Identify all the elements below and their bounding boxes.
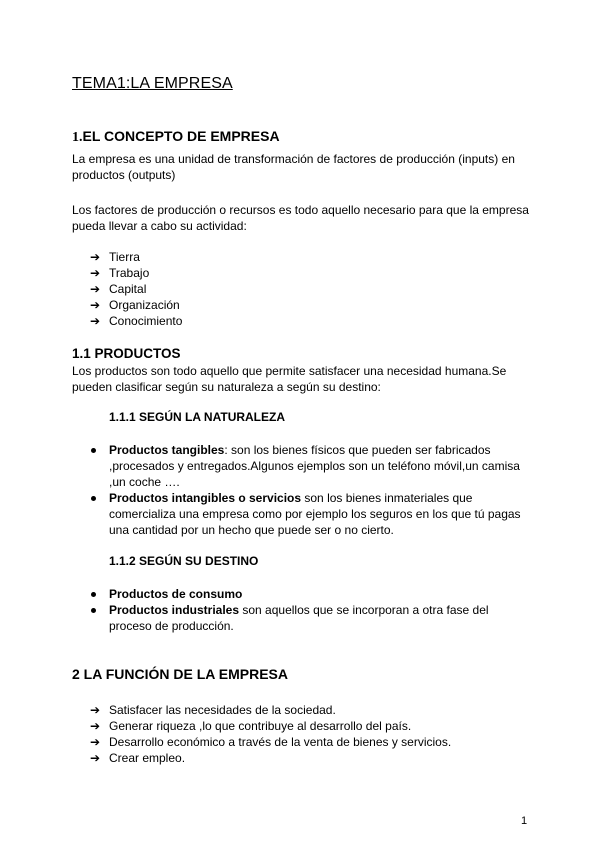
page-number: 1 bbox=[521, 815, 528, 827]
list-item bbox=[90, 702, 451, 718]
section-1-paragraph-2: Los factores de producción o recursos es todo aquello necesario para que la empresa pueda llevar a cabo su actividad: bbox=[72, 203, 529, 233]
arrow-icon: ➔ bbox=[90, 735, 101, 749]
section-1-1-paragraph: Los productos son todo aquello que permite satisfacer una necesidad humana.Se pueden clasificar según su naturaleza a según su destino: bbox=[72, 364, 507, 394]
item-term: Productos de consumo bbox=[109, 587, 243, 601]
arrow-icon: ➔ bbox=[90, 751, 101, 765]
function-label: Crear empleo. bbox=[109, 751, 186, 765]
factor-label: Trabajo bbox=[109, 266, 150, 280]
factor-label: Capital bbox=[109, 282, 147, 296]
section-1-1-2-heading: 1.1.2 SEGÚN SU DESTINO bbox=[109, 554, 259, 568]
factor-label: Conocimiento bbox=[109, 314, 183, 328]
section-2-heading: 2 LA FUNCIÓN DE LA EMPRESA bbox=[72, 666, 288, 682]
factor-label: Organización bbox=[109, 298, 180, 312]
arrow-icon: ➔ bbox=[90, 719, 101, 733]
section-1-heading-text: EL CONCEPTO DE EMPRESA bbox=[82, 128, 280, 144]
list-item bbox=[90, 750, 451, 766]
item-description: : son los bienes físicos que pueden ser fabricados ,procesados y entregados.Algunos ejemplos son un teléfono móvil,un camisa ,un coche …. bbox=[109, 443, 520, 489]
list-item bbox=[90, 718, 451, 734]
list-item bbox=[90, 586, 530, 602]
list-item bbox=[90, 313, 182, 329]
arrow-icon: ➔ bbox=[90, 298, 101, 312]
function-label: Satisfacer las necesidades de la sociedad. bbox=[109, 703, 336, 717]
bullet-icon bbox=[91, 592, 96, 597]
list-item bbox=[90, 602, 530, 634]
item-description: son los bienes inmateriales que comercializa una empresa como por ejemplo los seguros en los que tú pagas una cantidad por un hecho que puede ser o no cierto. bbox=[109, 491, 521, 537]
section-1-number: 1. bbox=[72, 130, 83, 145]
section-1-1-1-heading: 1.1.1 SEGÚN LA NATURALEZA bbox=[109, 410, 286, 424]
list-item bbox=[90, 265, 182, 281]
arrow-icon: ➔ bbox=[90, 314, 101, 328]
arrow-icon: ➔ bbox=[90, 250, 101, 264]
item-term: Productos intangibles o servicios bbox=[109, 491, 302, 505]
bullet-icon bbox=[91, 496, 96, 501]
arrow-icon: ➔ bbox=[90, 282, 101, 296]
list-item bbox=[90, 734, 451, 750]
section-1-paragraph-1: La empresa es una unidad de transformación de factores de producción (inputs) en productos (outputs) bbox=[72, 152, 515, 182]
bullet-icon bbox=[91, 608, 96, 613]
section-1-1-heading: 1.1 PRODUCTOS bbox=[72, 346, 181, 361]
document-title: TEMA1:LA EMPRESA bbox=[72, 75, 233, 92]
section-1-heading bbox=[72, 128, 280, 146]
item-description: son aquellos que se incorporan a otra fase del proceso de producción. bbox=[109, 603, 489, 633]
funcion-list bbox=[90, 702, 451, 766]
list-item bbox=[90, 281, 182, 297]
destino-list bbox=[90, 586, 530, 634]
list-item bbox=[90, 297, 182, 313]
list-item bbox=[90, 249, 182, 265]
list-item bbox=[90, 490, 530, 538]
arrow-icon: ➔ bbox=[90, 266, 101, 280]
item-term: Productos industriales bbox=[109, 603, 240, 617]
item-term: Productos tangibles bbox=[109, 443, 225, 457]
naturaleza-list bbox=[90, 442, 530, 538]
factor-label: Tierra bbox=[109, 250, 140, 264]
factors-list bbox=[90, 249, 182, 329]
function-label: Generar riqueza ,lo que contribuye al desarrollo del país. bbox=[109, 719, 412, 733]
function-label: Desarrollo económico a través de la venta de bienes y servicios. bbox=[109, 735, 452, 749]
list-item bbox=[90, 442, 530, 490]
arrow-icon: ➔ bbox=[90, 703, 101, 717]
bullet-icon bbox=[91, 448, 96, 453]
